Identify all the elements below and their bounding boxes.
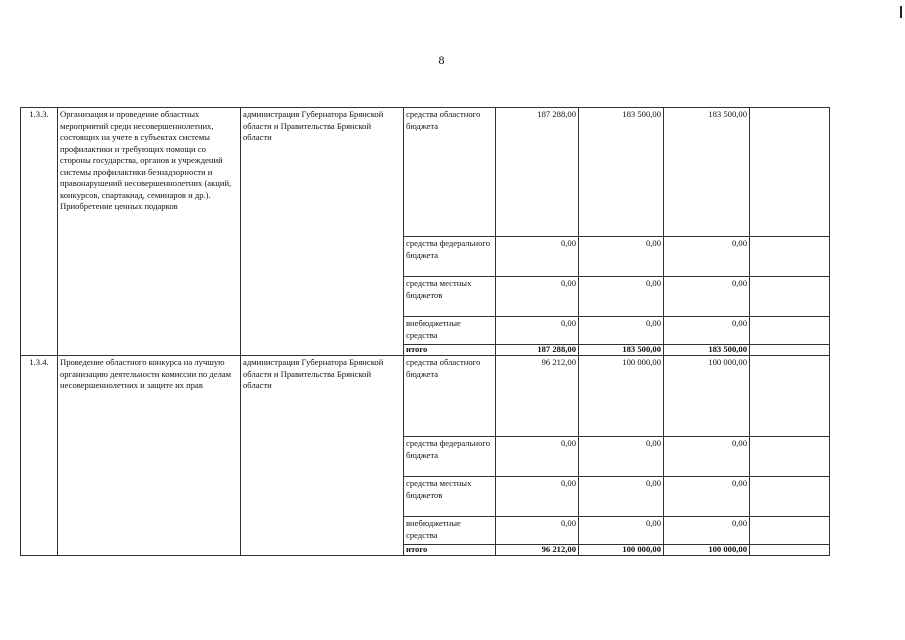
- amount-year-3: 0,00: [664, 477, 750, 517]
- empty-cell: [750, 345, 830, 356]
- total-label: итого: [404, 345, 496, 356]
- table-row: [21, 356, 830, 437]
- activity-executor: администрация Губернатора Брянской области и Правительства Брянской области: [241, 356, 404, 556]
- amount-year-2: 0,00: [579, 517, 664, 545]
- amount-year-3: 0,00: [664, 317, 750, 345]
- total-year-3: 100 000,00: [664, 545, 750, 556]
- funding-source-label: средства областного бюджета: [404, 356, 496, 437]
- amount-year-1: 0,00: [496, 517, 579, 545]
- amount-year-2: 0,00: [579, 277, 664, 317]
- funding-source-label: средства областного бюджета: [404, 108, 496, 237]
- amount-year-1: 0,00: [496, 477, 579, 517]
- amount-year-1: 96 212,00: [496, 356, 579, 437]
- activity-name: Организация и проведение областных мероприятий среди несовершеннолетних, состоящих на учете в субъектах системы профилактики и требующих помощи со стороны государства, органов и учреждений системы профилактики безнадзорности и правонарушений несовершеннолетних (акций, конкурсов, спартакиад, семинаров и др.). Приобретение ценных подарков: [58, 108, 241, 356]
- amount-year-3: 0,00: [664, 437, 750, 477]
- amount-year-2: 0,00: [579, 237, 664, 277]
- empty-cell: [750, 437, 830, 477]
- table-row: [21, 108, 830, 237]
- funding-source-label: средства федерального бюджета: [404, 237, 496, 277]
- page-number: 8: [438, 53, 445, 67]
- activity-name: Проведение областного конкурса на лучшую организацию деятельности комиссии по делам несовершеннолетних и защите их прав: [58, 356, 241, 556]
- empty-cell: [750, 237, 830, 277]
- funding-source-label: внебюджетные средства: [404, 317, 496, 345]
- amount-year-1: 0,00: [496, 317, 579, 345]
- total-year-1: 187 288,00: [496, 345, 579, 356]
- empty-cell: [750, 277, 830, 317]
- funding-source-label: внебюджетные средства: [404, 517, 496, 545]
- empty-cell: [750, 517, 830, 545]
- total-year-3: 183 500,00: [664, 345, 750, 356]
- total-label: итого: [404, 545, 496, 556]
- amount-year-2: 183 500,00: [579, 108, 664, 237]
- amount-year-2: 0,00: [579, 317, 664, 345]
- total-year-2: 183 500,00: [579, 345, 664, 356]
- empty-cell: [750, 545, 830, 556]
- amount-year-2: 0,00: [579, 477, 664, 517]
- empty-cell: [750, 356, 830, 437]
- empty-cell: [750, 317, 830, 345]
- amount-year-1: 0,00: [496, 277, 579, 317]
- funding-source-label: средства местных бюджетов: [404, 277, 496, 317]
- amount-year-1: 0,00: [496, 437, 579, 477]
- empty-cell: [750, 108, 830, 237]
- activity-number: 1.3.3.: [21, 108, 58, 356]
- activity-number: 1.3.4.: [21, 356, 58, 556]
- empty-cell: [750, 477, 830, 517]
- funding-source-label: средства местных бюджетов: [404, 477, 496, 517]
- program-activities-table: [20, 107, 830, 556]
- amount-year-3: 0,00: [664, 517, 750, 545]
- amount-year-1: 0,00: [496, 237, 579, 277]
- activity-executor: администрация Губернатора Брянской области и Правительства Брянской области: [241, 108, 404, 356]
- total-year-1: 96 212,00: [496, 545, 579, 556]
- amount-year-2: 100 000,00: [579, 356, 664, 437]
- amount-year-3: 100 000,00: [664, 356, 750, 437]
- amount-year-2: 0,00: [579, 437, 664, 477]
- amount-year-3: 0,00: [664, 277, 750, 317]
- scan-edge-mark: [900, 6, 902, 18]
- amount-year-3: 183 500,00: [664, 108, 750, 237]
- amount-year-3: 0,00: [664, 237, 750, 277]
- amount-year-1: 187 288,00: [496, 108, 579, 237]
- total-year-2: 100 000,00: [579, 545, 664, 556]
- funding-source-label: средства федерального бюджета: [404, 437, 496, 477]
